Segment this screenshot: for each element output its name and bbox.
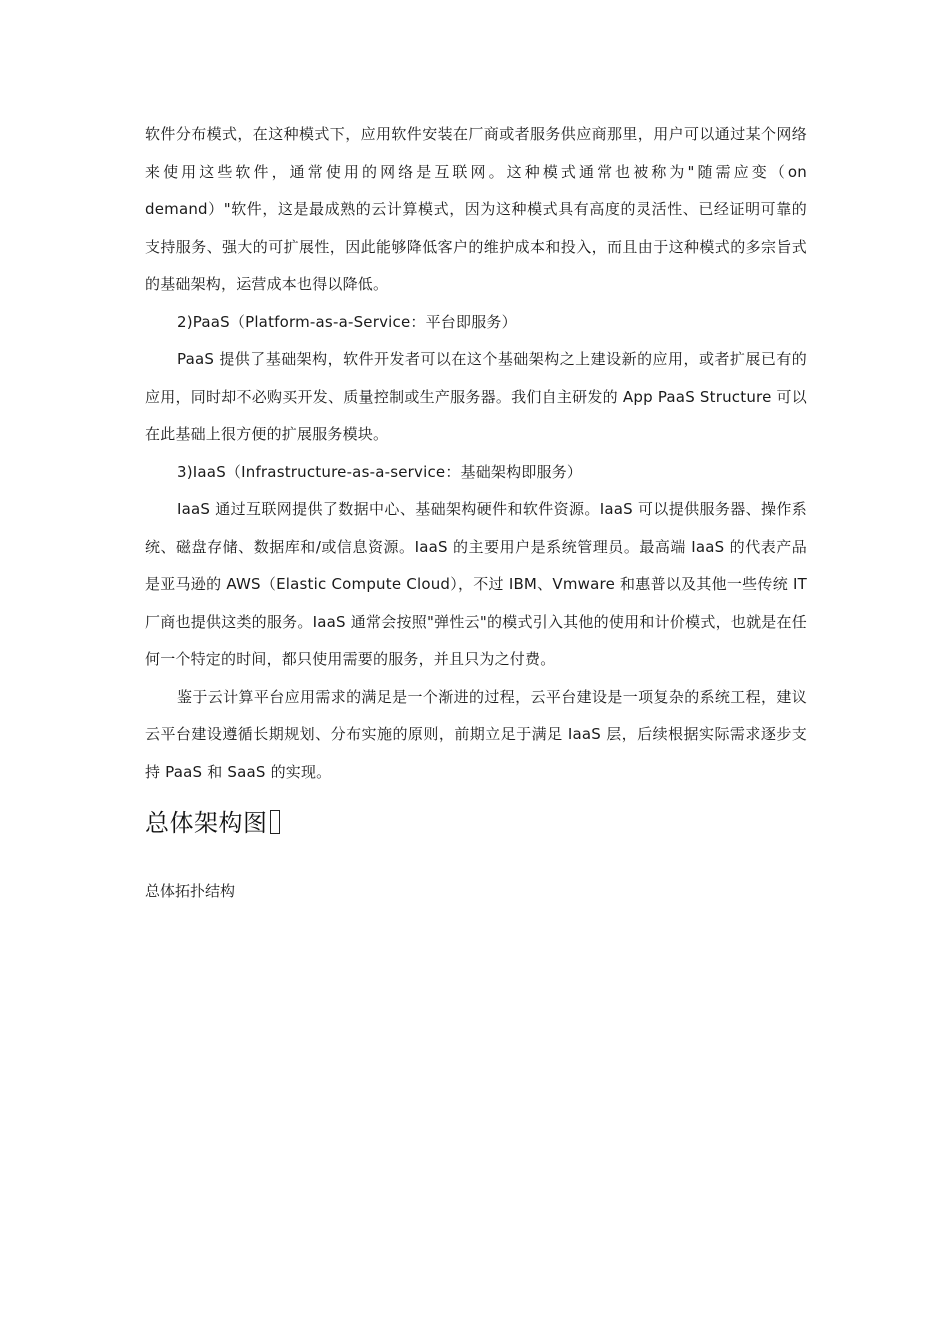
iaas-description-paragraph: IaaS 通过互联网提供了数据中心、基础架构硬件和软件资源。IaaS 可以提供服务器、操作系统、磁盘存储、数据库和/或信息资源。IaaS 的主要用户是系统管理员。最高端 IaaS 的代表产品是亚马逊的 AWS（Elastic Compute Cloud），不过 IBM、Vmware 和惠普以及其他一些传统 IT 厂商也提供这类的服务。IaaS 通常会按照"弹性云"的模式引入其他的使用和计价模式，也就是在任何一个特定的时间，都只使用需要的服务，并且只为之付费。 xyxy=(145,500,807,668)
saas-description-paragraph: 软件分布模式，在这种模式下，应用软件安装在厂商或者服务供应商那里，用户可以通过某个网络来使用这些软件，通常使用的网络是互联网。这种模式通常也被称为"随需应变（on demand）"软件，这是最成熟的云计算模式，因为这种模式具有高度的灵活性、已经证明可靠的支持服务、强大的可扩展性，因此能够降低客户的维护成本和投入，而且由于这种模式的多宗旨式的基础架构，运营成本也得以降低。 xyxy=(145,125,807,293)
paas-description-paragraph: PaaS 提供了基础架构，软件开发者可以在这个基础架构之上建设新的应用，或者扩展已有的应用，同时却不必购买开发、质量控制或生产服务器。我们自主研发的 App PaaS Structure 可以在此基础上很方便的扩展服务模块。 xyxy=(145,350,807,443)
paas-heading: 2)PaaS（Platform-as-a-Service：平台即服务） xyxy=(177,312,517,331)
missing-glyph-box xyxy=(270,810,280,834)
recommendation-paragraph: 鉴于云计算平台应用需求的满足是一个渐进的过程，云平台建设是一项复杂的系统工程，建议云平台建设遵循长期规划、分布实施的原则，前期立足于满足 IaaS 层，后续根据实际需求逐步支持 PaaS 和 SaaS 的实现。 xyxy=(145,687,807,781)
iaas-heading: 3)IaaS（Infrastructure-as-a-service：基础架构即服务） xyxy=(177,462,583,481)
document-body xyxy=(145,116,807,791)
section-heading xyxy=(145,803,280,838)
section-subtitle: 总体拓扑结构 xyxy=(145,882,236,900)
section-title: 总体架构图 xyxy=(145,809,268,837)
